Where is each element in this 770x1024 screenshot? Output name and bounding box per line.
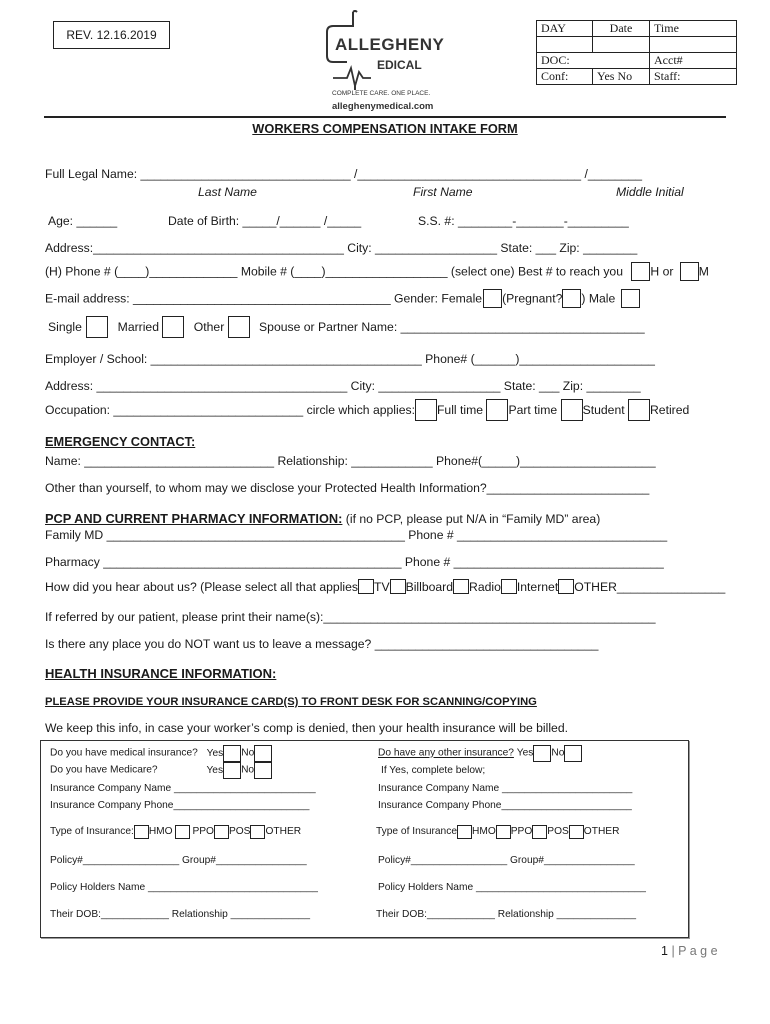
internet-checkbox[interactable] (501, 579, 517, 594)
secondary-other-checkbox[interactable] (569, 825, 584, 839)
insurance-subheading: PLEASE PROVIDE YOUR INSURANCE CARD(S) TO FRONT DESK FOR SCANNING/COPYING (45, 696, 537, 708)
referred-by-field[interactable]: If referred by our patient, please print their name(s):_________________________________________________ (45, 610, 656, 624)
other-marital-checkbox[interactable] (228, 316, 250, 338)
revision-box (53, 21, 170, 49)
insurance-heading: HEALTH INSURANCE INFORMATION: (45, 666, 277, 681)
logo-tagline: COMPLETE CARE. ONE PLACE. (332, 90, 431, 97)
email-gender-field[interactable]: E-mail address: ______________________________________ Gender: Female (45, 291, 483, 306)
page-number: 1 (661, 944, 668, 958)
pcp-note: (if no PCP, please put N/A in “Family MD” area) (342, 512, 601, 526)
logo-name-line2: EDICAL (377, 58, 422, 72)
company-logo (325, 10, 450, 115)
female-checkbox[interactable] (483, 289, 502, 308)
hear-about-label: How did you hear about us? (Please select all that applies (45, 579, 359, 594)
middle-initial-caption: Middle Initial (616, 185, 684, 199)
student-label: Student (582, 403, 625, 417)
page-footer (661, 944, 718, 958)
revision-text: REV. 12.16.2019 (66, 28, 157, 42)
if-yes-note: If Yes, complete below; (381, 765, 486, 776)
office-conf: Conf: (537, 69, 593, 85)
male-label: ) Male (581, 291, 616, 306)
married-label: Married (117, 320, 159, 334)
married-checkbox[interactable] (162, 316, 184, 338)
logo-name-line1: ALLEGHENY (335, 35, 445, 54)
employer-field[interactable]: Employer / School: ________________________________________ Phone# (______)____________________ (45, 352, 655, 366)
first-name-caption: First Name (413, 185, 473, 199)
secondary-hmo-checkbox[interactable] (457, 825, 472, 839)
pcp-heading: PCP AND CURRENT PHARMACY INFORMATION: (45, 511, 343, 526)
m-label: M (698, 264, 709, 279)
retired-label: Retired (650, 403, 690, 417)
primary-policy-group-field[interactable]: Policy#_________________ Group#________________ (50, 855, 307, 866)
pregnant-label: (Pregnant? (502, 291, 563, 306)
medical-insurance-row (50, 745, 272, 763)
full-time-checkbox[interactable] (415, 399, 437, 421)
primary-hmo-checkbox[interactable] (134, 825, 149, 839)
office-use-table (536, 20, 737, 85)
pharmacy-field[interactable]: Pharmacy ____________________________________________ Phone # _______________________________ (45, 555, 664, 569)
hear-about-row (45, 579, 725, 599)
office-staff: Staff: (650, 69, 737, 85)
office-time: Time (650, 21, 737, 37)
h-or-label: H or (650, 264, 674, 279)
student-checkbox[interactable] (561, 399, 583, 421)
medical-yes-label: Yes (206, 747, 224, 759)
occupation-row (45, 399, 689, 425)
part-time-checkbox[interactable] (486, 399, 508, 421)
office-acct: Acct# (650, 53, 737, 69)
office-date: Date (593, 21, 650, 37)
family-md-field[interactable]: Family MD ____________________________________________ Phone # _______________________________ (45, 528, 668, 542)
radio-label: Radio (469, 579, 501, 594)
email-row (45, 289, 640, 313)
ssn-field[interactable]: S.S. #: ________-_______-_________ (418, 214, 629, 228)
medicare-yes-checkbox[interactable] (223, 762, 241, 779)
pregnant-checkbox[interactable] (562, 289, 581, 308)
emergency-heading: EMERGENCY CONTACT: (45, 434, 196, 449)
secondary-policy-holder-field[interactable]: Policy Holders Name ______________________________ (378, 882, 646, 893)
secondary-insurance-type-row (376, 825, 619, 841)
marital-row (48, 316, 645, 342)
part-time-label: Part time (508, 403, 558, 417)
primary-company-name-field[interactable]: Insurance Company Name _________________________ (50, 783, 316, 794)
office-day: DAY (537, 21, 593, 37)
primary-type-label: Type of Insurance: (50, 826, 134, 837)
billboard-label: Billboard (405, 579, 454, 594)
dob-field[interactable]: Date of Birth: _____/______ /_____ (168, 214, 362, 228)
tv-label: TV (374, 579, 390, 594)
medical-no-label: No (241, 747, 255, 759)
other-source-checkbox[interactable] (558, 579, 574, 594)
mobile-phone-checkbox[interactable] (680, 262, 699, 281)
primary-other-label: OTHER (265, 826, 302, 837)
header-divider (44, 116, 726, 118)
other-yes-label: Yes (516, 747, 534, 759)
other-marital-label: Other (193, 320, 225, 334)
secondary-other-label: OTHER (583, 826, 620, 837)
logo-website: alleghenymedical.com (332, 101, 434, 112)
primary-company-phone-field[interactable]: Insurance Company Phone________________________ (50, 800, 310, 811)
medicare-no-checkbox[interactable] (254, 762, 272, 779)
pcp-heading-row (45, 510, 600, 528)
page-label: | P a g e (671, 944, 718, 958)
other-no-checkbox[interactable] (564, 745, 582, 762)
secondary-hmo-label: HMO (471, 826, 496, 837)
phi-disclosure-field[interactable]: Other than yourself, to whom may we disclose your Protected Health Information?________________________ (45, 481, 650, 495)
secondary-policy-group-field[interactable]: Policy#_________________ Group#________________ (378, 855, 635, 866)
office-yes-no: Yes No (593, 69, 650, 85)
secondary-holder-dob-field[interactable]: Their DOB:____________ Relationship ______________ (376, 909, 636, 920)
address-field[interactable]: Address:_____________________________________ City: __________________ State: ___ Zip: ________ (45, 241, 638, 255)
medical-insurance-question: Do you have medical insurance? (50, 747, 198, 759)
spouse-name-field[interactable]: Spouse or Partner Name: ____________________________________ (259, 320, 645, 334)
secondary-company-phone-field[interactable]: Insurance Company Phone_______________________ (378, 800, 632, 811)
medicare-no-label: No (241, 764, 255, 776)
retired-checkbox[interactable] (628, 399, 650, 421)
other-insurance-question: Do have any other insurance? (378, 747, 514, 759)
medicare-row (50, 762, 272, 780)
single-checkbox[interactable] (86, 316, 108, 338)
primary-holder-dob-field[interactable]: Their DOB:____________ Relationship ______________ (50, 909, 310, 920)
primary-pos-checkbox[interactable] (214, 825, 229, 839)
billboard-checkbox[interactable] (390, 579, 406, 594)
home-mobile-phone-field[interactable]: (H) Phone # (____)_____________ Mobile # (____)__________________ (select one) Best # to reach you (45, 264, 623, 279)
other-insurance-row (378, 745, 582, 763)
home-phone-checkbox[interactable] (631, 262, 650, 281)
last-name-caption: Last Name (198, 185, 257, 199)
tv-checkbox[interactable] (358, 579, 374, 594)
other-no-label: No (551, 747, 565, 759)
internet-label: Internet (516, 579, 559, 594)
other-source-field[interactable]: OTHER________________ (574, 579, 726, 594)
male-checkbox[interactable] (621, 289, 640, 308)
other-yes-checkbox[interactable] (533, 745, 551, 762)
employer-address-field[interactable]: Address: _____________________________________ City: __________________ State: ___ Zip: ________ (45, 379, 641, 393)
secondary-ppo-checkbox[interactable] (496, 825, 511, 839)
medical-yes-checkbox[interactable] (223, 745, 241, 762)
form-title: WORKERS COMPENSATION INTAKE FORM (252, 121, 518, 136)
secondary-type-label: Type of Insurance (376, 826, 457, 837)
medicare-question: Do you have Medicare? (50, 764, 158, 776)
primary-pos-label: POS (228, 826, 251, 837)
primary-insurance-type-row (50, 825, 301, 841)
full-legal-name-field[interactable]: Full Legal Name: _______________________________ /_________________________________ /________ (45, 167, 643, 181)
primary-other-checkbox[interactable] (250, 825, 265, 839)
primary-ppo-label: PPO (192, 826, 214, 837)
secondary-pos-checkbox[interactable] (532, 825, 547, 839)
secondary-company-name-field[interactable]: Insurance Company Name _______________________ (378, 783, 633, 794)
primary-ppo-checkbox[interactable] (175, 825, 190, 839)
primary-policy-holder-field[interactable]: Policy Holders Name ______________________________ (50, 882, 318, 893)
occupation-field[interactable]: Occupation: ____________________________ circle which applies: (45, 403, 415, 417)
radio-checkbox[interactable] (453, 579, 469, 594)
no-message-field[interactable]: Is there any place you do NOT want us to leave a message? _________________________________ (45, 637, 599, 651)
insurance-note: We keep this info, in case your worker’s comp is denied, then your health insurance will be billed. (45, 721, 568, 735)
medicare-yes-label: Yes (206, 764, 224, 776)
full-time-label: Full time (436, 403, 484, 417)
office-doc: DOC: (537, 53, 650, 69)
primary-hmo-label: HMO (148, 826, 173, 837)
age-field[interactable]: Age: ______ (48, 214, 118, 228)
secondary-ppo-label: PPO (510, 826, 533, 837)
secondary-pos-label: POS (547, 826, 569, 837)
medical-no-checkbox[interactable] (254, 745, 272, 762)
single-label: Single (48, 320, 82, 334)
phone-row (45, 262, 709, 286)
emergency-contact-field[interactable]: Name: ____________________________ Relationship: ____________ Phone#(_____)____________________ (45, 454, 656, 468)
